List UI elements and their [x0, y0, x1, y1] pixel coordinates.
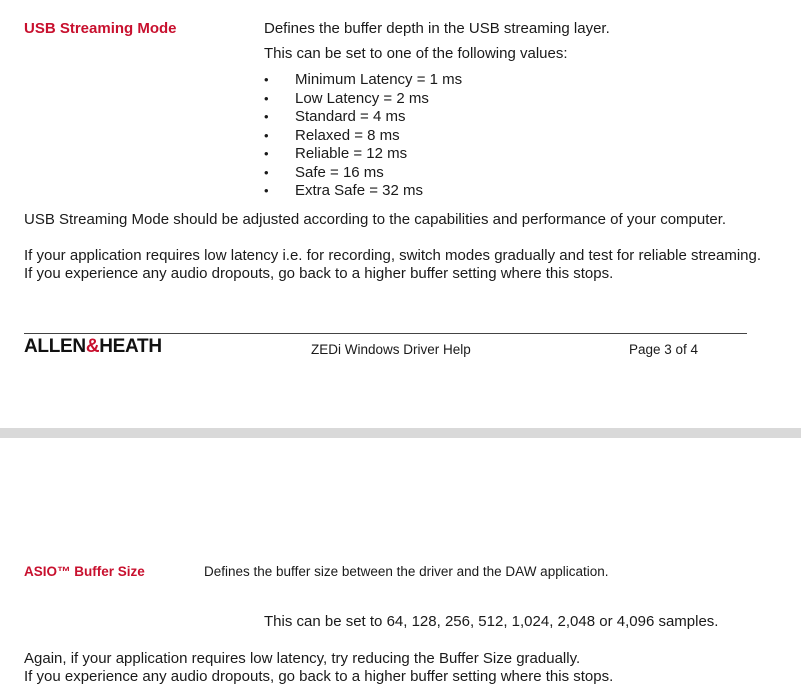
- bullet-icon: •: [264, 164, 269, 180]
- asio-buffer-description: Defines the buffer size between the driver and the DAW application.: [204, 564, 609, 579]
- allen-heath-logo: ALLEN&HEATH: [24, 336, 162, 357]
- usb-streaming-note: USB Streaming Mode should be adjusted according to the capabilities and performance of your computer.: [24, 211, 727, 228]
- usb-streaming-advice-line-2: If you experience any audio dropouts, go back to a higher buffer setting where this stops.: [24, 265, 614, 282]
- list-item: • Relaxed = 8 ms: [264, 126, 400, 144]
- bullet-icon: •: [264, 109, 269, 124]
- bullet-icon: •: [264, 72, 269, 87]
- asio-buffer-advice-line-2: If you experience any audio dropouts, go back to a higher buffer setting where this stops.: [24, 668, 614, 685]
- list-item: • Low Latency = 2 ms: [264, 89, 429, 107]
- list-item: • Extra Safe = 32 ms: [264, 182, 423, 199]
- list-item: • Minimum Latency = 1 ms: [264, 71, 463, 88]
- usb-streaming-advice-line-1: If your application requires low latency i.e. for recording, switch modes gradually and test for reliable streaming.: [24, 247, 762, 264]
- bullet-icon: •: [264, 127, 269, 143]
- bullet-icon: •: [264, 183, 269, 198]
- usb-streaming-values-list: [264, 71, 462, 201]
- footer-divider: [24, 333, 747, 334]
- document-title: ZEDi Windows Driver Help: [311, 342, 471, 357]
- usb-streaming-intro: This can be set to one of the following values:: [264, 45, 568, 62]
- asio-buffer-values: This can be set to 64, 128, 256, 512, 1,024, 2,048 or 4,096 samples.: [264, 613, 719, 630]
- bullet-icon: •: [264, 90, 269, 106]
- asio-buffer-advice-line-1: Again, if your application requires low latency, try reducing the Buffer Size gradually.: [24, 650, 581, 667]
- usb-streaming-description: Defines the buffer depth in the USB streaming layer.: [264, 20, 610, 37]
- page-number: Page 3 of 4: [629, 342, 699, 357]
- usb-streaming-mode-heading: USB Streaming Mode: [24, 20, 177, 37]
- list-item: • Reliable = 12 ms: [264, 145, 408, 162]
- list-item: • Safe = 16 ms: [264, 163, 384, 181]
- bullet-icon: •: [264, 146, 269, 161]
- page-break-gap: [0, 428, 801, 438]
- list-item: • Standard = 4 ms: [264, 108, 406, 125]
- asio-buffer-size-heading: ASIO™ Buffer Size: [24, 564, 145, 579]
